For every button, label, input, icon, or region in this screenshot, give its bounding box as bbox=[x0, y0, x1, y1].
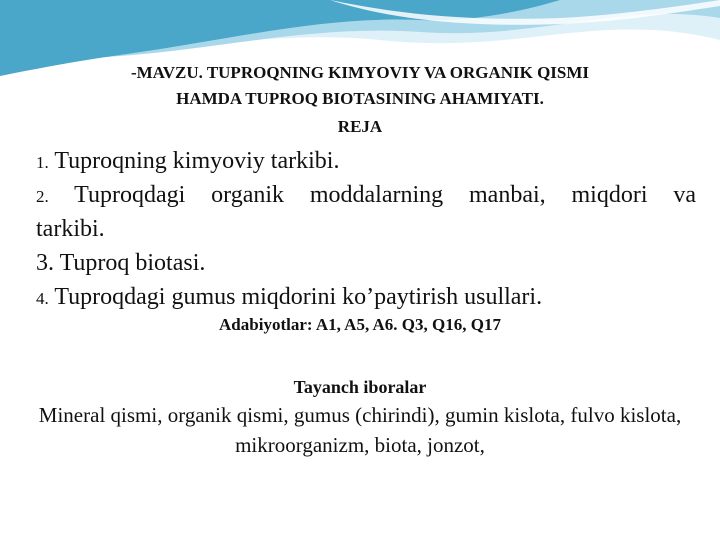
plan-item-number: 2. bbox=[36, 187, 49, 206]
keywords-heading: Tayanch iboralar bbox=[293, 377, 427, 397]
plan-heading: REJA bbox=[337, 117, 383, 136]
plan-item-2 bbox=[36, 178, 696, 214]
plan-item-text: Tuproqdagi gumus miqdorini ko’paytirish usullari. bbox=[48, 284, 543, 310]
plan-item-text: Tuproq biotasi. bbox=[54, 250, 206, 276]
references-line: Adabiyotlar: A1, A5, A6. Q3, Q16, Q17 bbox=[219, 315, 501, 334]
plan-item-2-continuation bbox=[36, 212, 696, 246]
plan-item-4 bbox=[36, 280, 696, 316]
plan-item-number: 1. bbox=[36, 153, 49, 172]
plan-item-text: Tuproqdagi organik moddalarning manbai, miqdori va bbox=[48, 182, 696, 208]
plan-item-3 bbox=[36, 246, 696, 280]
plan-item-number: 4. bbox=[36, 289, 49, 308]
plan-item-text: Tuproqning kimyoviy tarkibi. bbox=[48, 148, 340, 174]
slide-title-line-2: HAMDA TUPROQ BIOTASINING AHAMIYATI. bbox=[176, 89, 544, 108]
slide-title-line-1: -MAVZU. TUPROQNING KIMYOVIY VA ORGANIK QISMI bbox=[130, 63, 590, 82]
plan-item-text: tarkibi. bbox=[36, 216, 105, 242]
plan-item-1 bbox=[36, 144, 696, 180]
plan-item-number: 3. bbox=[36, 250, 54, 276]
keywords-text: Mineral qismi, organik qismi, gumus (chirindi), gumin kislota, fulvo kislota, mikroorganizm, biota, jonzot, bbox=[38, 403, 682, 457]
